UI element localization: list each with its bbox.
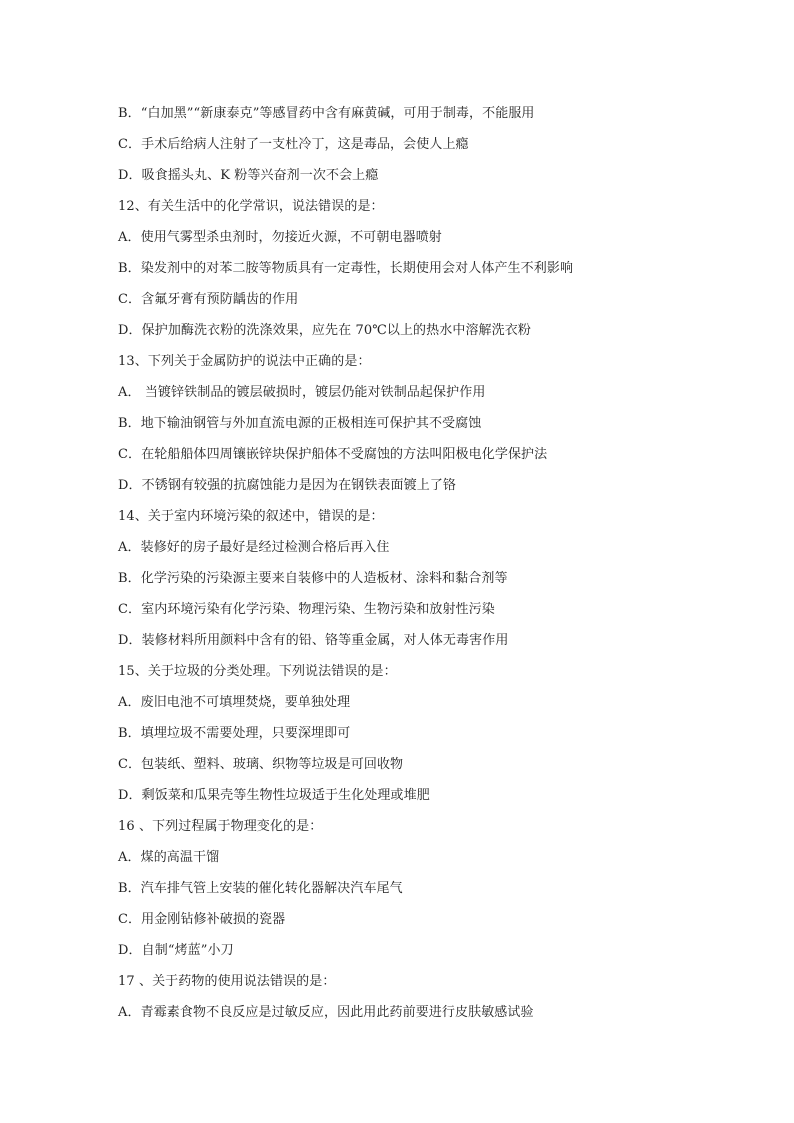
question-stem-17: 17 、关于药物的使用说法错误的是： <box>118 974 336 989</box>
answer-option-line: D．装修材料所用颜料中含有的铅、铬等重金属，对人体无毒害作用 <box>118 633 509 648</box>
answer-option-line: C．含氟牙膏有预防龋齿的作用 <box>118 292 299 307</box>
question-stem-14: 14、关于室内环境污染的叙述中，错误的是： <box>118 509 384 524</box>
answer-option-line: D．吸食摇头丸、K 粉等兴奋剂一次不会上瘾 <box>118 168 379 183</box>
answer-option-line: C．室内环境污染有化学污染、物理污染、生物污染和放射性污染 <box>118 602 495 617</box>
answer-option-line: B．化学污染的污染源主要来自装修中的人造板材、涂料和黏合剂等 <box>118 571 508 586</box>
answer-option-line: A．装修好的房子最好是经过检测合格后再入住 <box>118 540 390 555</box>
answer-option-line: B．“白加黑”“新康泰克”等感冒药中含有麻黄碱，可用于制毒，不能服用 <box>118 106 535 121</box>
question-stem-16: 16 、下列过程属于物理变化的是： <box>118 819 323 834</box>
answer-option-line: C．手术后给病人注射了一支杜冷丁，这是毒品，会使人上瘾 <box>118 137 469 152</box>
document-content <box>118 101 678 1031</box>
answer-option-line: A．使用气雾型杀虫剂时，勿接近火源，不可朝电器喷射 <box>118 230 442 245</box>
answer-option-line: A．煤的高温干馏 <box>118 850 220 865</box>
question-stem-12: 12、有关生活中的化学常识，说法错误的是： <box>118 199 384 214</box>
question-stem-15: 15、关于垃圾的分类处理。下列说法错误的是： <box>118 664 397 679</box>
answer-option-line: B．染发剂中的对苯二胺等物质具有一定毒性，长期使用会对人体产生不利影响 <box>118 261 574 276</box>
answer-option-line: B．填埋垃圾不需要处理，只要深埋即可 <box>118 726 351 741</box>
answer-option-line: A．废旧电池不可填埋焚烧，要单独处理 <box>118 695 351 710</box>
answer-option-line: C．在轮船船体四周镶嵌锌块保护船体不受腐蚀的方法叫阳极电化学保护法 <box>118 447 548 462</box>
question-stem-13: 13、下列关于金属防护的说法中正确的是： <box>118 354 371 369</box>
answer-option-line: D．自制“烤蓝”小刀 <box>118 943 234 958</box>
answer-option-line: D．保护加酶洗衣粉的洗涤效果，应先在 70℃以上的热水中溶解洗衣粉 <box>118 323 531 338</box>
answer-option-line: D．剩饭菜和瓜果壳等生物性垃圾适于生化处理或堆肥 <box>118 788 430 803</box>
answer-option-line: C．包装纸、塑料、玻璃、织物等垃圾是可回收物 <box>118 757 404 772</box>
answer-option-line: C．用金刚钻修补破损的瓷器 <box>118 912 286 927</box>
answer-option-line: D．不锈钢有较强的抗腐蚀能力是因为在钢铁表面镀上了铬 <box>118 478 457 493</box>
answer-option-line: A． 当镀锌铁制品的镀层破损时，镀层仍能对铁制品起保护作用 <box>118 385 486 400</box>
answer-option-line: B．地下输油钢管与外加直流电源的正极相连可保护其不受腐蚀 <box>118 416 482 431</box>
answer-option-line: B．汽车排气管上安装的催化转化器解决汽车尾气 <box>118 881 403 896</box>
answer-option-line: A．青霉素食物不良反应是过敏反应，因此用此药前要进行皮肤敏感试验 <box>118 1005 534 1020</box>
